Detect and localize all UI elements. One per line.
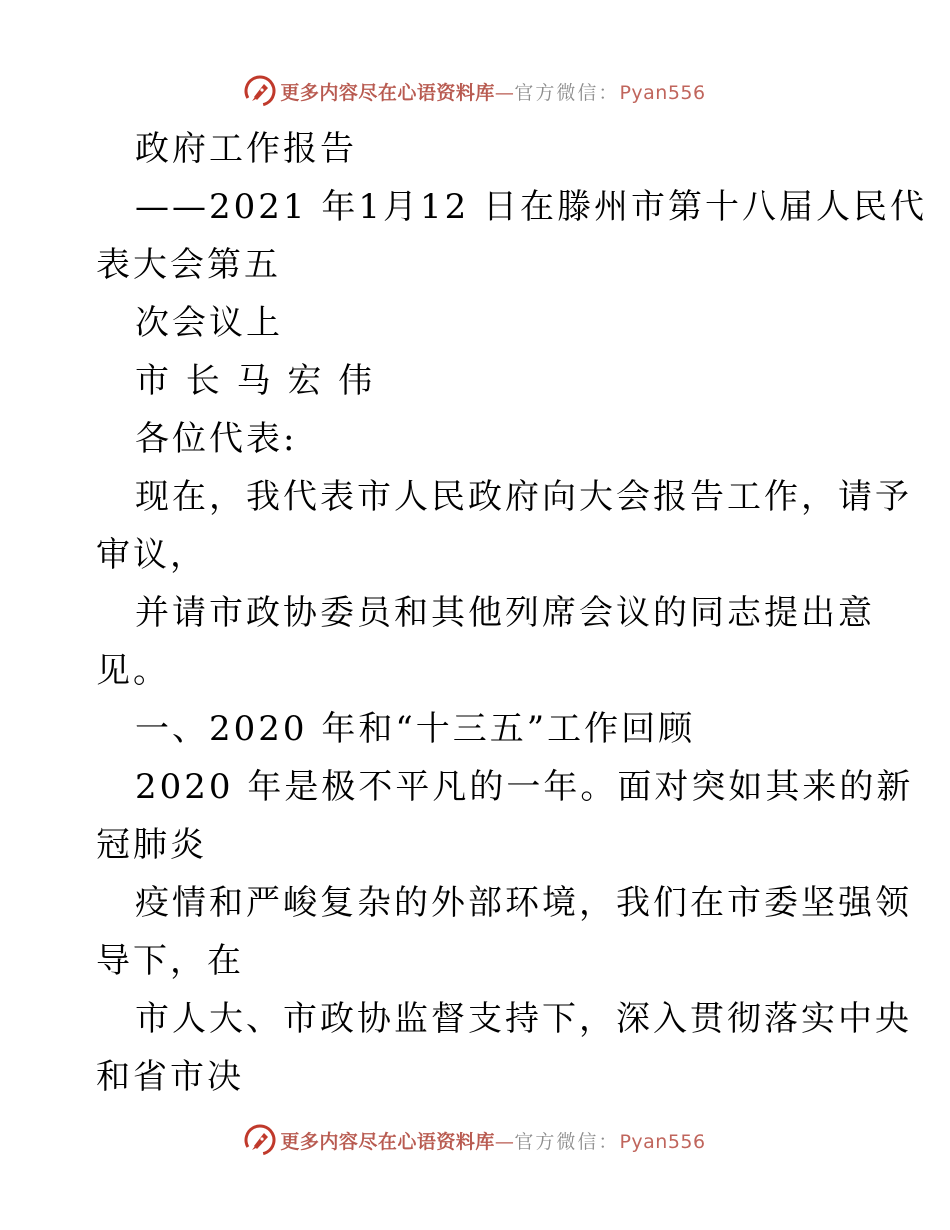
watermark-contact: Pyan556 <box>619 1130 706 1153</box>
doc-salutation: 各位代表: <box>135 419 298 459</box>
doc-paragraph-line: 疫情和严峻复杂的外部环境，我们在市委坚强领 <box>135 883 912 923</box>
doc-paragraph-line: 市人大、市政协监督支持下，深入贯彻落实中央 <box>135 999 912 1039</box>
doc-paragraph-line: 和省市决 <box>96 1057 244 1097</box>
doc-speaker: 市 长 马 宏 伟 <box>135 361 376 401</box>
doc-section-heading: 一、2020 年和“十三五”工作回顾 <box>135 709 696 749</box>
doc-title: 政府工作报告 <box>135 129 357 169</box>
watermark-text <box>280 78 705 105</box>
pen-nib-logo-icon <box>244 75 276 107</box>
doc-subtitle-line: ——2021 年1月12 日在滕州市第十八届人民代 <box>135 187 928 227</box>
watermark-text <box>280 1127 705 1154</box>
watermark-contact: Pyan556 <box>619 81 706 104</box>
doc-subtitle-line: 次会议上 <box>135 303 283 343</box>
doc-paragraph-line: 2020 年是极不平凡的一年。面对突如其来的新 <box>135 767 914 807</box>
watermark-dash: — <box>494 81 515 104</box>
watermark-banner-top <box>0 71 950 111</box>
document-body <box>0 120 950 1115</box>
doc-paragraph-line: 现在，我代表市人民政府向大会报告工作，请予 <box>135 477 912 517</box>
watermark-site-text: 更多内容尽在心语资料库 <box>280 81 495 104</box>
doc-subtitle-line: 表大会第五 <box>96 245 281 285</box>
pen-nib-logo-icon <box>244 1124 276 1156</box>
doc-paragraph-line: 冠肺炎 <box>96 825 207 865</box>
doc-paragraph-line: 导下，在 <box>96 941 244 981</box>
doc-paragraph-line: 见。 <box>96 651 170 691</box>
watermark-label: 官方微信： <box>514 81 620 104</box>
watermark-label: 官方微信： <box>514 1130 620 1153</box>
watermark-banner-bottom <box>0 1120 950 1160</box>
watermark-site-text: 更多内容尽在心语资料库 <box>280 1130 495 1153</box>
doc-paragraph-line: 审议， <box>96 535 207 575</box>
doc-paragraph-line: 并请市政协委员和其他列席会议的同志提出意 <box>135 593 875 633</box>
watermark-dash: — <box>494 1130 515 1153</box>
